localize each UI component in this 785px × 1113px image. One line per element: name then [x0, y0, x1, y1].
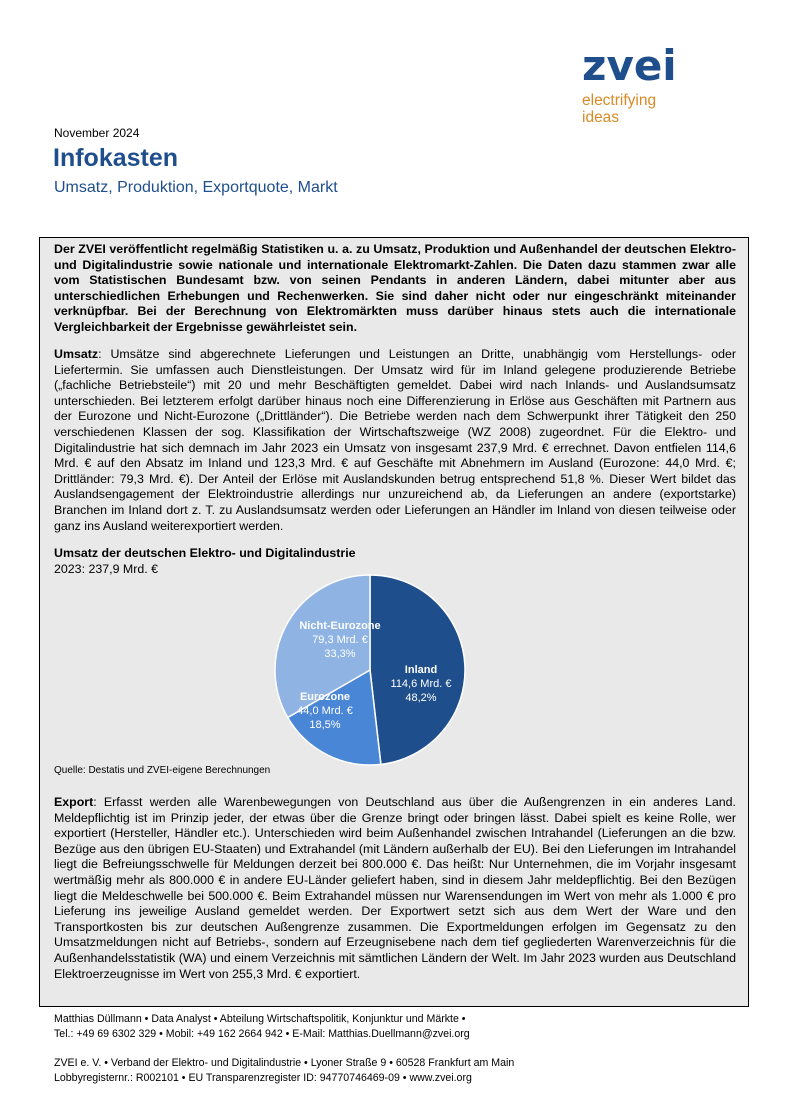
- footer-line-1: Matthias Düllmann • Data Analyst • Abteilung Wirtschaftspolitik, Konjunktur und Märkte •: [54, 1013, 466, 1025]
- page-subtitle: Umsatz, Produktion, Exportquote, Markt: [54, 179, 338, 196]
- zvei-logo: [582, 41, 732, 126]
- slice-pct-nicht-eurozone: 33,3%: [324, 648, 356, 660]
- logo-wordmark: zvei: [582, 41, 677, 90]
- umsatz-text: : Umsätze sind abgerechnete Lieferungen und Leistungen an Dritte, unabhängig vom Herstellungs- oder Liefertermin. Sie umfassen auch Dienstleistungen. Der Umsatz wird für im Inland gelegene produzierende Betriebe („fachliche Betriebsteile“) mit 20 und mehr Beschäftigten gemeldet. Dabei wird nach Inlands- und Auslandsumsatz unterschieden. Bei letzterem erfolgt darüber hinaus noch eine Differenzierung in Erlöse aus Geschäften mit Partnern aus der Eurozone und Nicht-Eurozone („Drittländer“). Die Betriebe werden nach dem Schwerpunkt ihrer Tätigkeit den 250 verschiedenen Klassen der sog. Klassifikation der Wirtschaftszweige (WZ 2008) zugeordnet. Für die Elektro- und Digitalindustrie hat sich demnach im Jahr 2023 ein Umsatz von insgesamt 237,9 Mrd. € errechnet. Davon entfielen 114,6 Mrd. € auf den Absatz im Inland und 123,3 Mrd. € auf Geschäfte mit Abnehmern im Ausland (Eurozone: 44,0 Mrd. €; Drittländer: 79,3 Mrd. €). Der Anteil der Erlöse mit Auslandskunden betrug entsprechend 51,8 %. Dieser Wert bildet das Auslandsengagement der Elektroindustrie allerdings nur unzureichend ab, da Lieferungen an andere (exportstarke) Branchen im Inland dort z. T. zu Auslandsumsatz werden oder Lieferungen an Händler im Inland von diesen teilweise oder ganz ins Ausland weiterexportiert werden.: [54, 347, 736, 533]
- page-title: Infokasten: [53, 144, 179, 172]
- export-text: : Erfasst werden alle Warenbewegungen von Deutschland aus über die Außengrenzen in ein anderes Land. Meldepflichtig ist im Prinzip jeder, der etwas über die Grenze bringt oder bringen lässt. Dabei spielt es keine Rolle, wer exportiert (Hersteller, Händler etc.). Unterschieden wird beim Außenhandel zwischen Intrahandel (Lieferungen an die bzw. Bezüge aus den übrigen EU-Staaten) und Extrahandel (mit Ländern außerhalb der EU). Bei den Lieferungen im Intrahandel liegt die Befreiungsschwelle für Meldungen derzeit bei 800.000 €. Das heißt: Nur Unternehmen, die im Vorjahr insgesamt wertmäßig mehr als 800.000 € in andere EU-Länder geliefert haben, sind in diesem Jahr meldepflichtig. Bei den Bezügen liegt die Meldeschwelle bei 500.000 €. Beim Extrahandel müssen nur Warensendungen im Wert von mehr als 1.000 € pro Lieferung ins jeweilige Ausland gemeldet werden. Der Exportwert setzt sich aus dem Wert der Ware und den Transportkosten bis zur deutschen Außengrenze zusammen. Die Exportmeldungen erfolgen im Gegensatz zu den Umsatzmeldungen nicht auf Betriebs-, sondern auf Erzeugnisebene nach dem tief gegliederten Warenverzeichnis für die Außenhandelsstatistik (WA) und einem Verzeichnis mit sämtlichen Ländern der Welt. Im Jahr 2023 wurden aus Deutschland Elektroerzeugnisse im Wert von 255,3 Mrd. € exportiert.: [54, 795, 736, 981]
- revenue-pie-chart: [270, 570, 470, 770]
- logo-tagline-line-1: electrifying: [582, 92, 657, 109]
- chart-subtitle: 2023: 237,9 Mrd. €: [54, 562, 159, 576]
- slice-value-nicht-eurozone: 79,3 Mrd. €: [312, 634, 368, 646]
- footer-line-2: Tel.: +49 69 6302 329 • Mobil: +49 162 2664 942 • E-Mail: Matthias.Duellmann@zvei.org: [54, 1028, 470, 1040]
- umsatz-paragraph: [54, 347, 736, 534]
- footer-contact: [54, 1012, 470, 1042]
- intro-paragraph: Der ZVEI veröffentlicht regelmäßig Statistiken u. a. zu Umsatz, Produktion und Außenhandel der deutschen Elektro- und Digitalindustrie sowie nationale und internationale Elektromarkt-Zahlen. Die Daten dazu stammen zwar alle vom Statistischen Bundesamt bzw. von seinen Pendants in anderen Ländern, dabei mitunter aber aus unterschiedlichen Erhebungen und Rechenwerken. Sie sind daher nicht oder nur eingeschränkt miteinander verknüpfbar. Bei der Berechnung von Elektromärkten muss darüber hinaus stets auch die internationale Vergleichbarkeit der Ergebnisse gewährleistet sein.: [54, 242, 736, 334]
- slice-pct-inland: 48,2%: [405, 692, 437, 704]
- slice-name-nicht-eurozone: Nicht-Eurozone: [299, 620, 381, 632]
- export-lead: Export: [54, 795, 94, 809]
- logo-tagline: [582, 92, 732, 126]
- chart-source: Quelle: Destatis und ZVEI-eigene Berechnungen: [54, 765, 271, 776]
- document-date: November 2024: [54, 126, 140, 140]
- slice-name-eurozone: Eurozone: [299, 691, 351, 703]
- chart-title: Umsatz der deutschen Elektro- und Digitalindustrie: [54, 546, 356, 560]
- export-paragraph: [54, 795, 736, 982]
- slice-name-inland: Inland: [404, 664, 438, 676]
- footer-line-4: Lobbyregisternr.: R002101 • EU Transparenzregister ID: 94770746469-09 • www.zvei.org: [54, 1072, 472, 1084]
- footer-organization: [54, 1056, 514, 1086]
- umsatz-lead: Umsatz: [54, 347, 99, 361]
- slice-value-eurozone: 44,0 Mrd. €: [297, 705, 353, 717]
- slice-value-inland: 114,6 Mrd. €: [390, 678, 452, 690]
- logo-tagline-line-2: ideas: [582, 109, 620, 126]
- slice-pct-eurozone: 18,5%: [309, 719, 341, 731]
- footer-line-3: ZVEI e. V. • Verband der Elektro- und Digitalindustrie • Lyoner Straße 9 • 60528 Frankfurt am Main: [54, 1057, 515, 1069]
